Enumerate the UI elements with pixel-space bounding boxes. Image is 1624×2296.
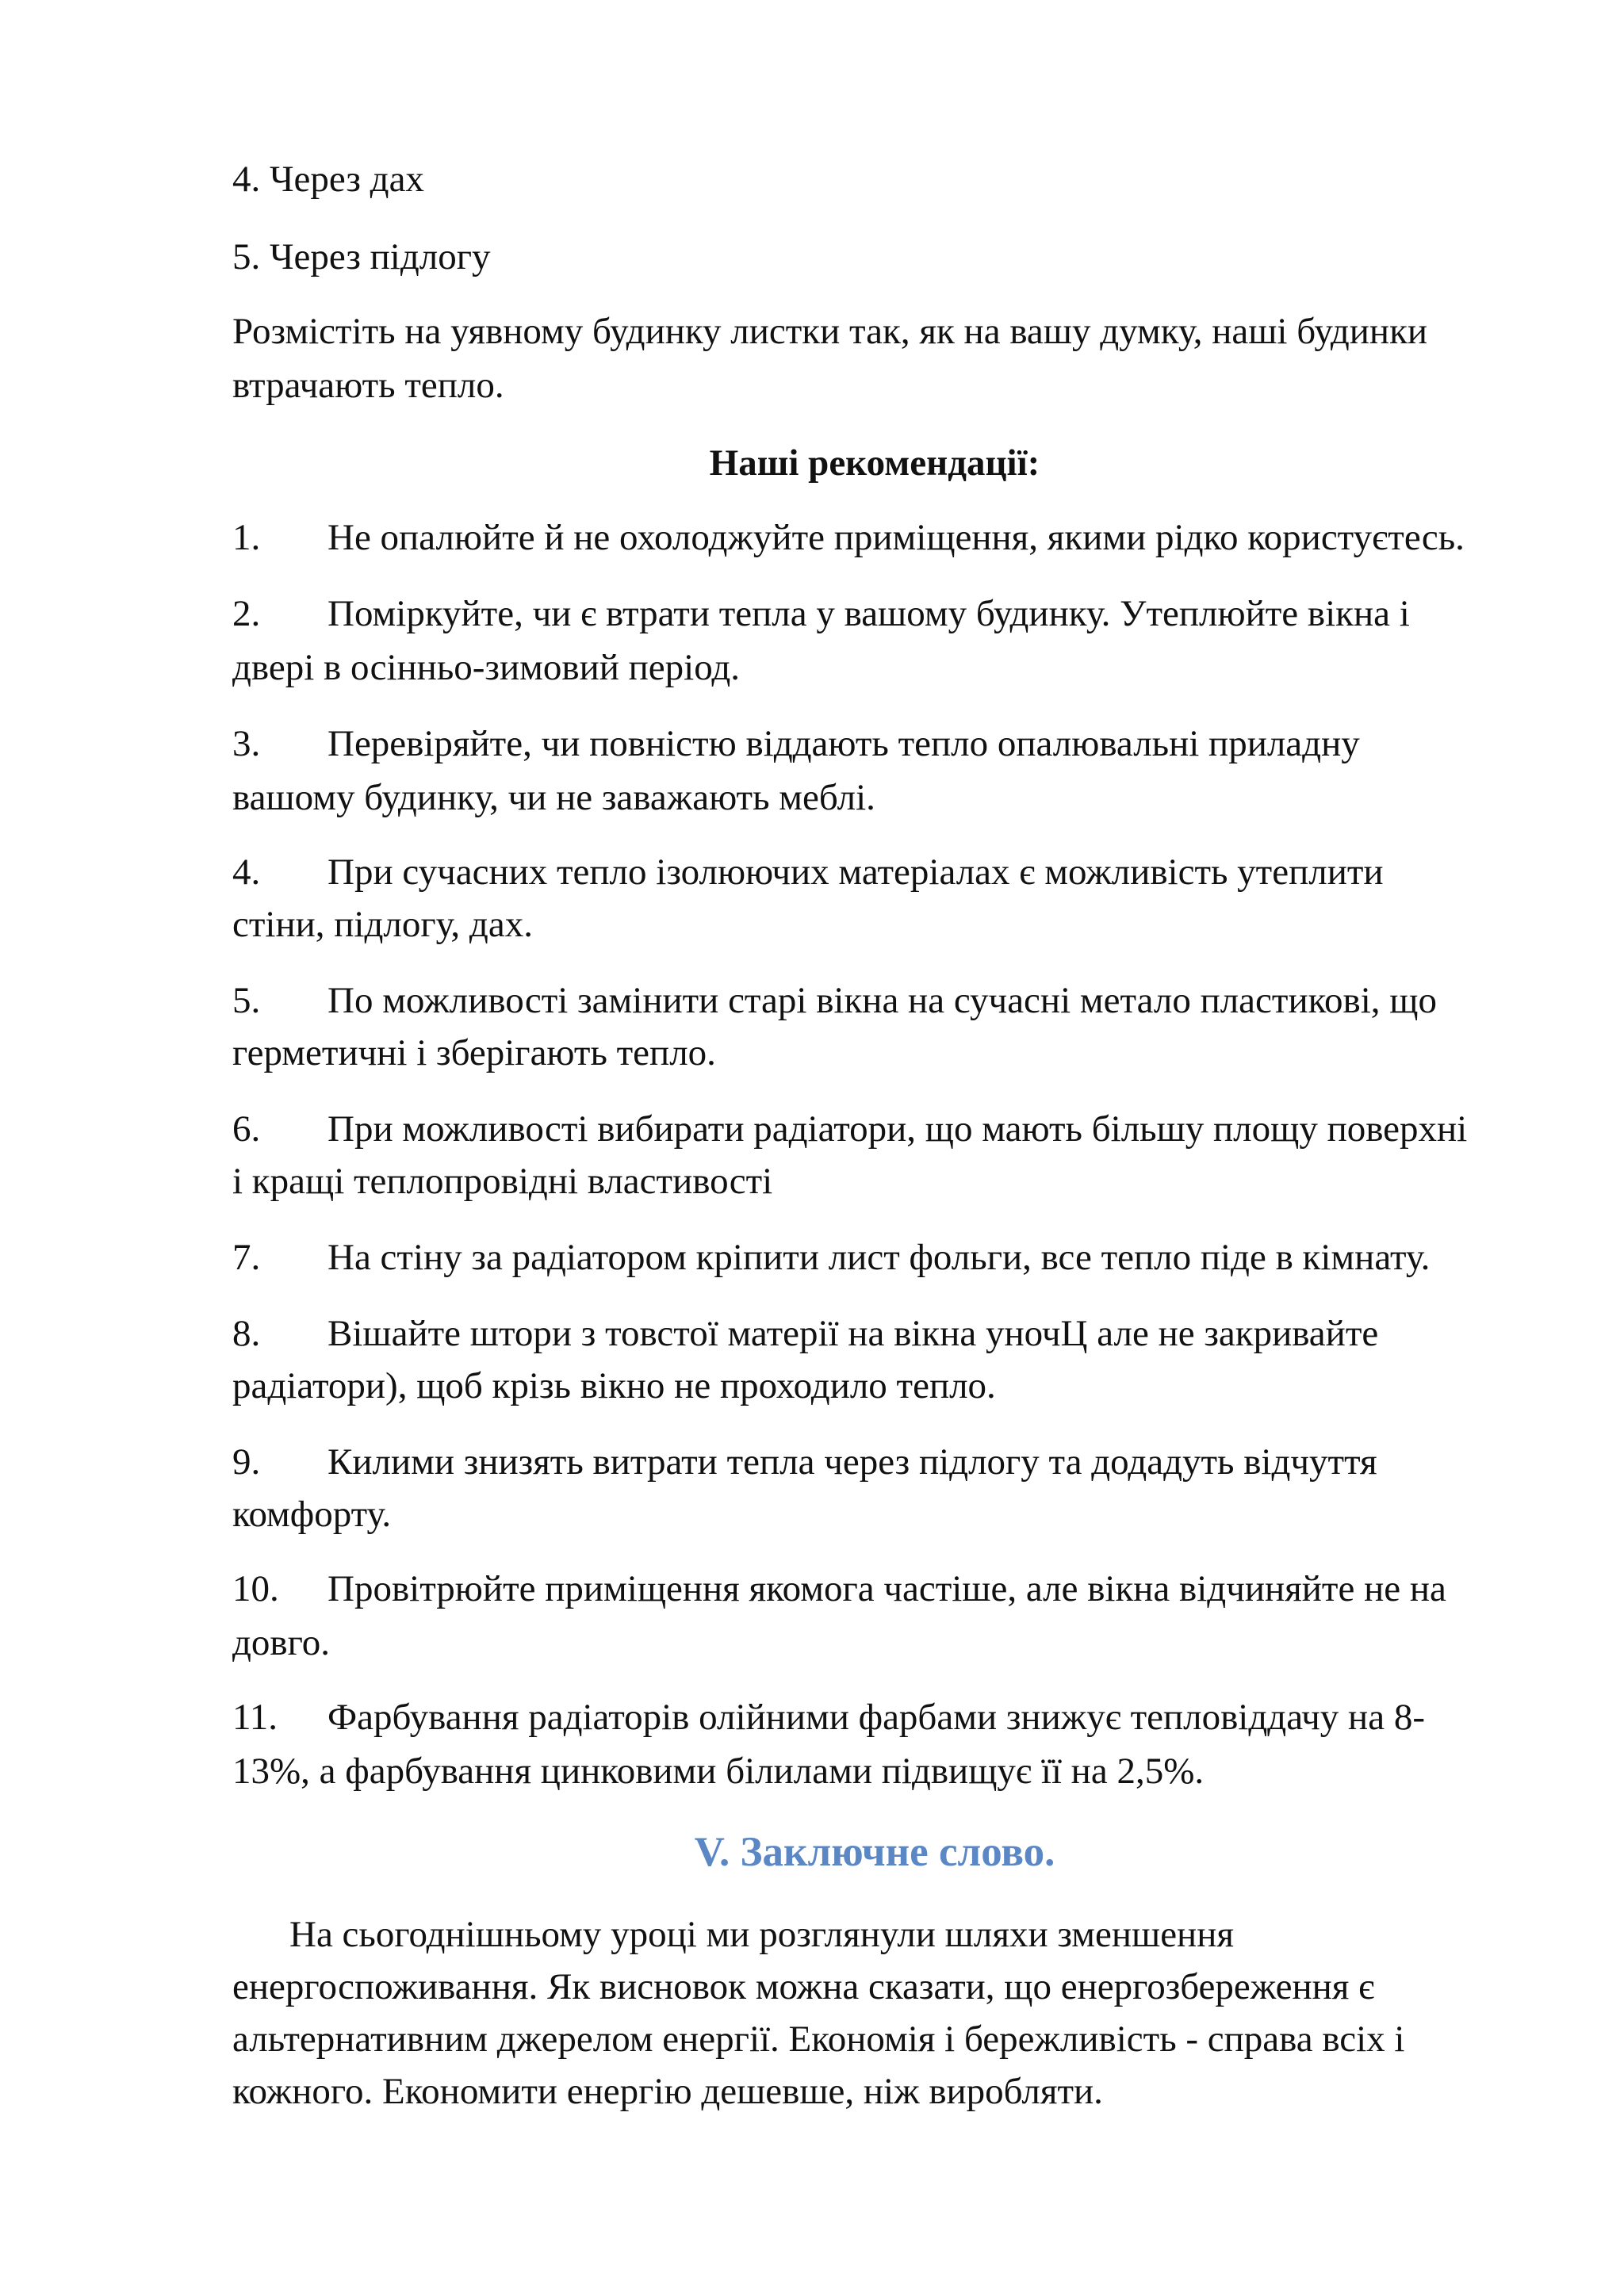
- conclusion-heading: V. Заключне слово.: [694, 1829, 1055, 1875]
- list-item-roof: 4. Через дах: [232, 159, 424, 200]
- recommendation-number: 1.: [232, 517, 261, 558]
- recommendation-text: Поміркуйте, чи є втрати тепла у вашому будинку. Утеплюйте вікна і: [327, 593, 1410, 634]
- recommendation-text: Перевіряйте, чи повністю віддають тепло опалювальні приладну: [327, 723, 1360, 764]
- conclusion-line: альтернативним джерелом енергії. Економія і бережливість - справа всіх і: [232, 2019, 1405, 2060]
- recommendations-heading: Наші рекомендації:: [709, 442, 1040, 484]
- recommendation-text-continued: довго.: [232, 1622, 330, 1663]
- recommendation-number: 5.: [232, 980, 261, 1021]
- conclusion-line: На сьогоднішньому уроці ми розглянули шляхи зменшення: [289, 1914, 1234, 1955]
- recommendation-number: 10.: [232, 1568, 279, 1609]
- recommendation-text-continued: герметичні і зберігають тепло.: [232, 1032, 716, 1073]
- intro-line-1: Розмістіть на уявному будинку листки так, як на вашу думку, наші будинки: [232, 311, 1428, 352]
- recommendation-text: При можливості вибирати радіатори, що мають більшу площу поверхні: [327, 1108, 1468, 1150]
- recommendation-text: При сучасних тепло ізолюючих матеріалах є можливість утеплити: [327, 851, 1384, 893]
- recommendation-number: 9.: [232, 1441, 261, 1483]
- recommendation-number: 6.: [232, 1108, 261, 1150]
- recommendation-text-continued: 13%, а фарбування цинковими білилами підвищує її на 2,5%.: [232, 1751, 1205, 1792]
- recommendation-text: На стіну за радіатором кріпити лист фольги, все тепло піде в кімнату.: [327, 1237, 1431, 1278]
- recommendation-number: 8.: [232, 1313, 261, 1354]
- recommendation-text: По можливості замінити старі вікна на сучасні метало пластикові, що: [327, 980, 1437, 1021]
- recommendation-text-continued: комфорту.: [232, 1494, 392, 1535]
- recommendation-text: Провітрюйте приміщення якомога частіше, але вікна відчиняйте не на: [327, 1568, 1446, 1609]
- recommendation-text-continued: радіатори), щоб крізь вікно не проходило тепло.: [232, 1365, 996, 1406]
- recommendation-number: 7.: [232, 1237, 261, 1278]
- recommendation-number: 3.: [232, 723, 261, 764]
- recommendation-text-continued: і кращі теплопровідні властивості: [232, 1161, 773, 1202]
- list-item-floor: 5. Через підлогу: [232, 236, 491, 277]
- recommendation-text: Не опалюйте й не охолоджуйте приміщення, якими рідко користуєтесь.: [327, 517, 1465, 558]
- intro-line-2: втрачають тепло.: [232, 365, 504, 406]
- recommendation-text: Вішайте штори з товстої матерії на вікна уночЦ але не закривайте: [327, 1313, 1379, 1354]
- recommendation-text-continued: стіни, підлогу, дах.: [232, 904, 533, 945]
- recommendation-number: 11.: [232, 1697, 278, 1738]
- recommendation-text: Фарбування радіаторів олійними фарбами знижує тепловіддачу на 8-: [327, 1697, 1425, 1738]
- recommendation-text-continued: вашому будинку, чи не заважають меблі.: [232, 777, 875, 818]
- conclusion-line: енергоспоживання. Як висновок можна сказати, що енергозбереження є: [232, 1966, 1375, 2007]
- conclusion-line: кожного. Економити енергію дешевше, ніж виробляти.: [232, 2071, 1103, 2112]
- recommendation-number: 2.: [232, 593, 261, 634]
- recommendation-text: Килими знизять витрати тепла через підлогу та додадуть відчуття: [327, 1441, 1377, 1483]
- recommendation-text-continued: двері в осінньо-зимовий період.: [232, 647, 741, 688]
- recommendation-number: 4.: [232, 851, 261, 893]
